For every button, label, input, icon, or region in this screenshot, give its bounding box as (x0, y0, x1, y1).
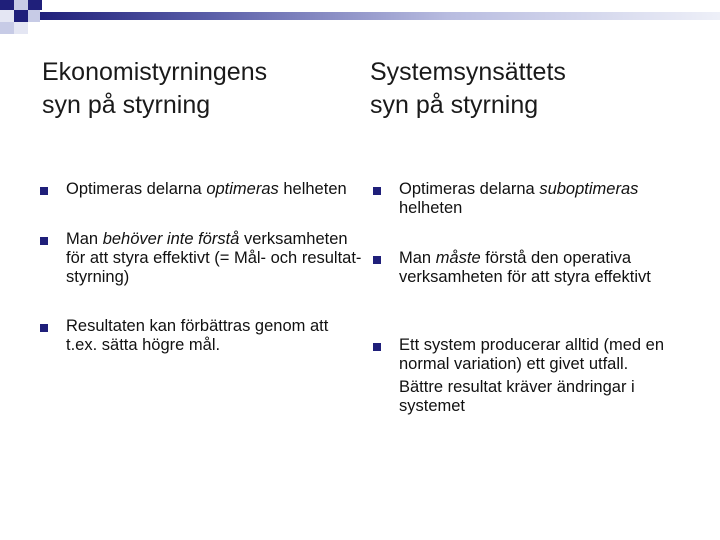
heading-line: syn på styrning (370, 91, 539, 119)
square-bullet-icon (40, 237, 48, 245)
text-segment: förstå den operativa verksamheten för att styra effektivt (399, 249, 651, 286)
list-item (40, 317, 362, 355)
list-item-continuation: Bättre resultat kräver ändringar i systemet (399, 378, 635, 415)
square-bullet-icon (40, 324, 48, 332)
text-segment: helheten (399, 199, 463, 217)
heading-line: syn på styrning (42, 91, 211, 119)
text-segment-italic: måste (435, 249, 481, 267)
list-item-text (66, 317, 362, 355)
deco-square (0, 0, 14, 10)
deco-square (28, 10, 40, 22)
text-segment: Resultaten kan förbättras genom att t.ex. sätta högre mål. (66, 317, 329, 354)
heading-line: Systemsynsättets (370, 58, 566, 86)
deco-square (0, 22, 14, 34)
text-segment-italic: suboptimeras (539, 180, 639, 198)
list-item (373, 336, 695, 416)
list-item (40, 230, 362, 287)
header-gradient-bar (40, 12, 720, 20)
heading-line: Ekonomistyrningens (42, 58, 268, 86)
deco-square (28, 0, 42, 10)
text-segment: Optimeras delarna (399, 180, 540, 198)
left-column-heading (42, 56, 342, 122)
deco-square (0, 10, 14, 22)
deco-square (14, 10, 28, 22)
text-segment: Optimeras delarna (66, 180, 207, 198)
text-segment: Ett system producerar alltid (med en normal variation) ett givet utfall. (399, 336, 665, 373)
square-bullet-icon (40, 187, 48, 195)
list-item (40, 180, 362, 199)
list-item (373, 249, 695, 287)
decorative-header (0, 0, 720, 40)
text-segment: Man (66, 230, 103, 248)
square-bullet-icon (373, 256, 381, 264)
text-segment: helheten (278, 180, 347, 198)
right-column-heading (370, 56, 690, 122)
right-bullet-list (373, 180, 695, 416)
square-bullet-icon (373, 343, 381, 351)
text-segment: Man (399, 249, 436, 267)
list-item (373, 180, 695, 218)
text-segment-italic: behöver inte förstå (102, 230, 240, 248)
deco-square (14, 22, 28, 34)
list-item-text (399, 336, 695, 374)
text-segment-italic: optimeras (206, 180, 279, 198)
text-segment: verksamheten för att styra effektivt (= Mål- och resultat-styrning) (66, 230, 362, 286)
square-bullet-icon (373, 187, 381, 195)
left-bullet-list (40, 180, 362, 355)
list-item-text (399, 249, 695, 287)
deco-square (14, 0, 28, 10)
list-item-text (66, 230, 362, 287)
list-item-text (66, 180, 362, 199)
list-item-text (399, 180, 695, 218)
